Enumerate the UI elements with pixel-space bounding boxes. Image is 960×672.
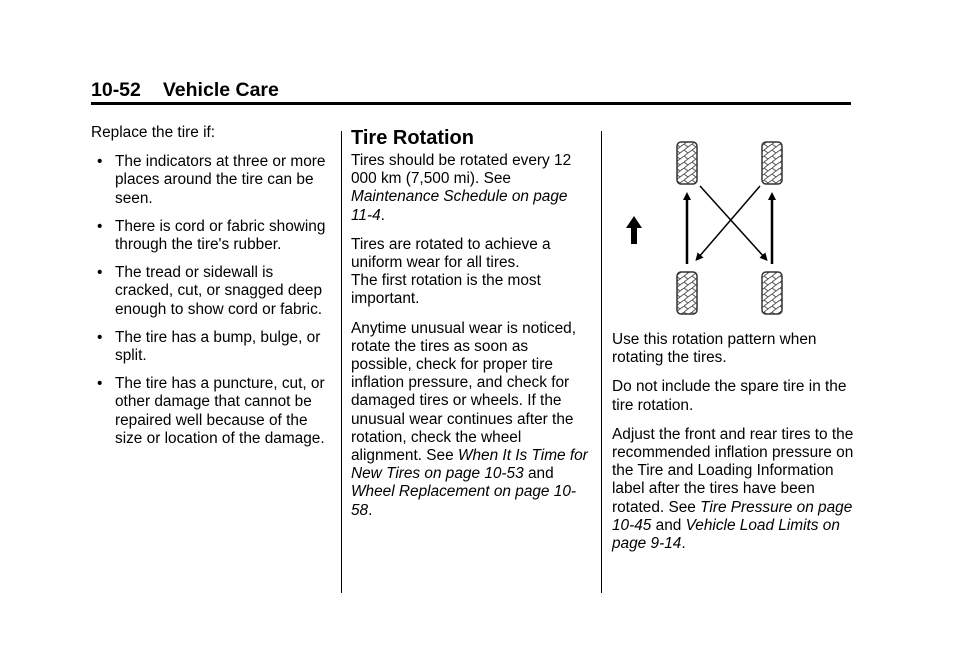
tire-tread-icon bbox=[677, 272, 697, 314]
list-item-text: There is cord or fabric showing through the tire's rubber. bbox=[115, 217, 326, 254]
list-item bbox=[91, 218, 331, 254]
list-item bbox=[91, 329, 331, 365]
new-tires-link[interactable]: When It Is Time for New Tires on page 10-53 bbox=[351, 447, 588, 483]
page-header bbox=[91, 79, 279, 102]
punctuation: . bbox=[368, 501, 373, 519]
chapter-title: Vehicle Care bbox=[162, 79, 279, 101]
maintenance-schedule-link[interactable]: Maintenance Schedule on page 11-4 bbox=[351, 188, 568, 224]
front-right-to-rear-left-arrow bbox=[698, 186, 760, 258]
vehicle-load-limits-link[interactable]: Vehicle Load Limits on page 9-14 bbox=[612, 516, 840, 553]
tire-pressure-link[interactable]: Tire Pressure on page 10-45 bbox=[612, 498, 853, 534]
spare-tire-paragraph: Do not include the spare tire in the tire rotation. bbox=[612, 378, 847, 414]
punctuation: . bbox=[380, 206, 385, 224]
bullet-glyph: • bbox=[97, 375, 103, 393]
conjunction: and bbox=[523, 465, 554, 483]
adjust-pressure-paragraph bbox=[612, 426, 857, 553]
forward-arrow-icon bbox=[626, 216, 642, 244]
list-item-text: The tire has a puncture, cut, or other damage that cannot be repaired well because of the size or location of the damage. bbox=[115, 375, 325, 447]
column-3 bbox=[612, 331, 857, 564]
paragraph-text: Tires should be rotated every 12 000 km (7,500 mi). See bbox=[351, 152, 572, 188]
list-item-text: The tread or sidewall is cracked, cut, or snagged deep enough to show cord or fabric. bbox=[115, 264, 323, 318]
column-2 bbox=[351, 152, 591, 531]
replace-intro: Replace the tire if: bbox=[91, 124, 216, 141]
list-item bbox=[91, 153, 331, 208]
rotation-interval-paragraph bbox=[351, 152, 591, 225]
paragraph-text: The first rotation is the most important. bbox=[351, 272, 541, 308]
page-number: 10-52 bbox=[91, 79, 141, 101]
uniform-wear-paragraph bbox=[351, 236, 591, 272]
tire-rotation-diagram bbox=[612, 138, 812, 318]
list-item-text: The indicators at three or more places around the tire can be seen. bbox=[115, 153, 326, 207]
first-rotation-paragraph bbox=[351, 272, 591, 308]
tire-tread-icon bbox=[762, 272, 782, 314]
punctuation: . bbox=[681, 535, 686, 553]
bullet-glyph: • bbox=[97, 153, 103, 171]
bullet-glyph: • bbox=[97, 328, 103, 346]
replace-conditions-list bbox=[91, 153, 331, 448]
tire-tread-icon bbox=[677, 142, 697, 184]
paragraph-text: Adjust the front and rear tires to the recommended inflation pressure on the Tire and Loading Information label after the tires have been rotated. See bbox=[612, 425, 854, 516]
bullet-glyph: • bbox=[97, 217, 103, 235]
section-title: Tire Rotation bbox=[351, 127, 474, 149]
conjunction: and bbox=[651, 516, 686, 534]
rotation-pattern-paragraph: Use this rotation pattern when rotating the tires. bbox=[612, 331, 817, 367]
front-left-to-rear-right-arrow bbox=[700, 186, 765, 258]
list-item bbox=[91, 375, 331, 448]
list-item-text: The tire has a bump, bulge, or split. bbox=[115, 328, 321, 365]
paragraph-text: Tires are rotated to achieve a uniform wear for all tires. bbox=[351, 235, 551, 272]
column-1 bbox=[91, 124, 331, 458]
tire-tread-icon bbox=[762, 142, 782, 184]
paragraph-text: Anytime unusual wear is noticed, rotate the tires as soon as possible, check for proper tire inflation pressure, and check for damaged tires or wheels. If the unusual wear continues after the rotation, check the wheel alignment. See bbox=[351, 319, 576, 465]
column-divider-1 bbox=[341, 131, 342, 593]
unusual-wear-paragraph bbox=[351, 320, 591, 520]
wheel-replacement-link[interactable]: Wheel Replacement on page 10-58 bbox=[351, 483, 577, 519]
list-item bbox=[91, 264, 331, 319]
bullet-glyph: • bbox=[97, 264, 103, 282]
header-rule bbox=[91, 102, 851, 105]
column-divider-2 bbox=[601, 131, 602, 593]
